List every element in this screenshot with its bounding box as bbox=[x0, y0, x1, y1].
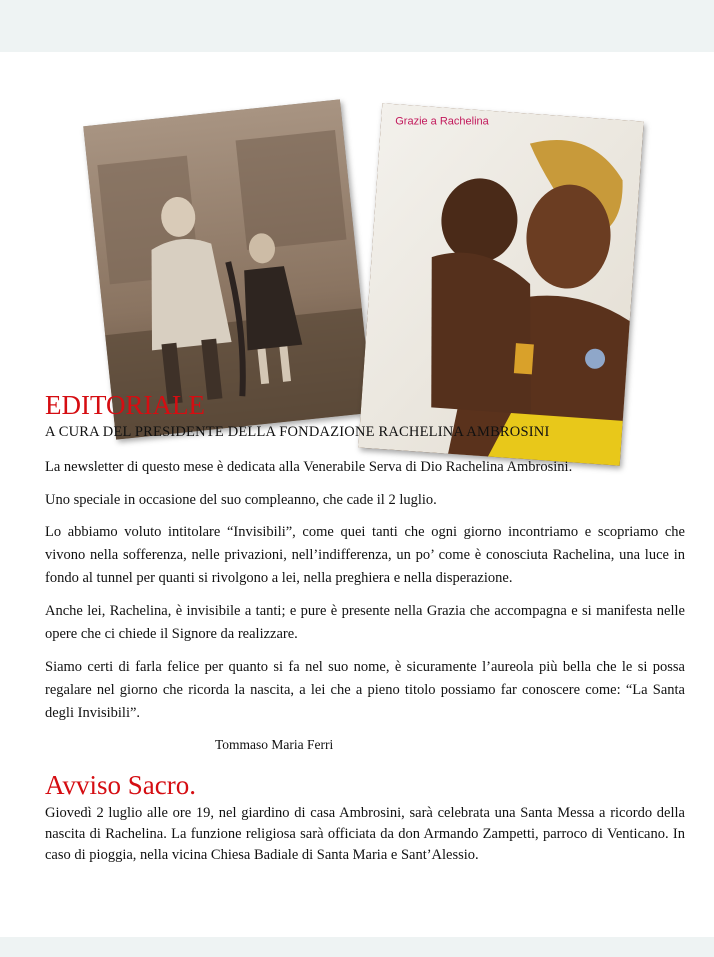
photo-caption: Grazie a Rachelina bbox=[395, 115, 489, 128]
paragraph: Anche lei, Rachelina, è invisibile a tanti; e pure è presente nella Grazia che accompagna e si manifesta nelle opere che ci chiede il Signore da realizzare. bbox=[45, 603, 685, 642]
vintage-photo bbox=[83, 99, 373, 439]
editoriale-title: EDITORIALE bbox=[45, 390, 205, 420]
editoriale-subtitle: A CURA DEL PRESIDENTE DELLA FONDAZIONE RACHELINA AMBROSINI bbox=[45, 424, 550, 440]
avviso-text: Giovedì 2 luglio alle ore 19, nel giardino di casa Ambrosini, sarà celebrata una Santa Messa a ricordo della nascita di Rachelina. La funzione religiosa sarà officiata da don Armando Zampetti, parroco di Venticano. In caso di pioggia, nella vicina Chiesa Badiale di Santa Maria e Sant’Alessio. bbox=[45, 805, 685, 863]
signature: Tommaso Maria Ferri bbox=[215, 737, 334, 752]
mother-child-photo bbox=[358, 103, 643, 465]
paragraph: Uno speciale in occasione del suo compleanno, che cade il 2 luglio. bbox=[45, 492, 437, 508]
paragraph: La newsletter di questo mese è dedicata alla Venerabile Serva di Dio Rachelina Ambrosini. bbox=[45, 459, 573, 475]
paragraph: Siamo certi di farla felice per quanto si fa nel suo nome, è sicuramente l’aureola più bella che le si possa regalare nel giorno che ricorda la nascita, a lei che a pieno titolo possiamo far conoscere come: “La Santa degli Invisibili”. bbox=[45, 659, 685, 721]
avviso-title: Avviso Sacro. bbox=[45, 770, 196, 800]
photo-mother-child-icon bbox=[358, 103, 643, 465]
paragraph: Lo abbiamo voluto intitolare “Invisibili”, come quei tanti che ogni giorno incontriamo e scopriamo che vivono nella sofferenza, nelle privazioni, nell’indifferenza, un po’ come è conosciuta Rachelina, una luce in fondo al tunnel per quanti si rivolgono a lei, nella preghiera e nella disperazione. bbox=[45, 524, 685, 586]
vintage-photo-woman-child-icon bbox=[83, 99, 373, 439]
